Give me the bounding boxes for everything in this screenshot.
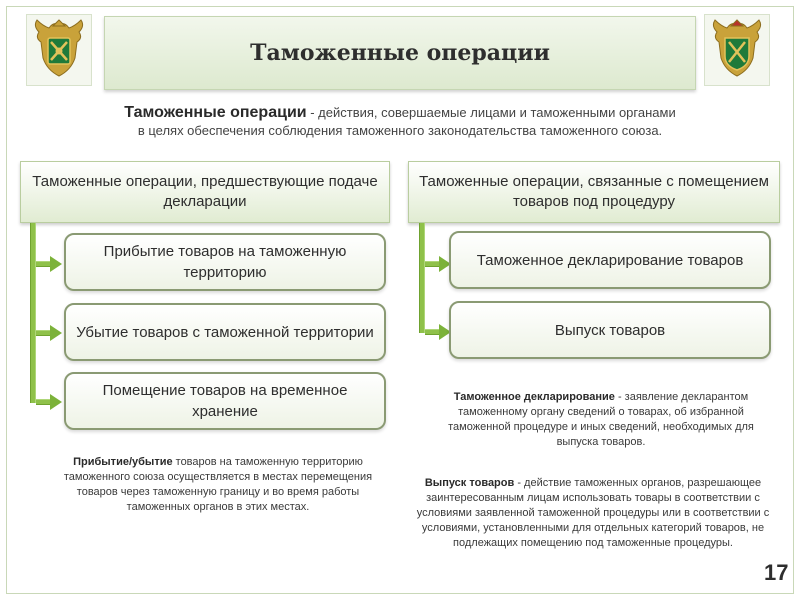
list-item: Прибытие товаров на таможенную территорию	[64, 233, 386, 291]
page-title: Таможенные операции	[250, 40, 550, 66]
left-note	[60, 455, 376, 515]
arrow-right-icon	[425, 256, 451, 272]
definition	[30, 104, 770, 140]
right-note-declaration-term: Таможенное декларирование	[453, 391, 615, 403]
right-note-declaration-text: - заявление декларантом таможенному органу сведений о товарах, об избранной таможенной процедуре и иных сведений, необходимых для выпуска товаров.	[448, 391, 754, 448]
left-note-term: Прибытие/убытие	[73, 456, 173, 468]
right-note-declaration	[446, 390, 756, 450]
customs-emblem-icon	[709, 18, 765, 82]
right-note-release-text: - действие таможенных органов, разрешающее заинтересованным лицам использовать товары в соответствии с условиями заявленной таможенной процедуры или в соответствии с условиями, установленными для отдельных категорий товаров, не подлежащих помещению под таможенные процедуры.	[416, 477, 770, 549]
left-connector-line	[30, 223, 36, 403]
arrow-right-icon	[425, 324, 451, 340]
right-column-header: Таможенные операции, связанные с помещением товаров под процедуру	[408, 161, 780, 223]
right-note-release-term: Выпуск товаров	[424, 477, 515, 489]
title-bar	[104, 16, 696, 90]
list-item: Выпуск товаров	[449, 301, 771, 359]
customs-emblem-icon	[31, 18, 87, 82]
right-connector-line	[419, 223, 425, 333]
definition-term: Таможенные операции	[124, 104, 307, 121]
left-column-header: Таможенные операции, предшествующие подаче декларации	[20, 161, 390, 223]
definition-line-1	[30, 104, 770, 122]
customs-emblem-right	[704, 14, 770, 86]
arrow-right-icon	[36, 325, 62, 341]
definition-text-1: действия, совершаемые лицами и таможенными органами	[318, 105, 676, 120]
page-number: 17	[764, 560, 789, 585]
definition-separator: -	[306, 105, 319, 120]
customs-emblem-left	[26, 14, 92, 86]
arrow-right-icon	[36, 394, 62, 410]
right-note-release	[398, 476, 788, 551]
arrow-right-icon	[36, 256, 62, 272]
list-item: Помещение товаров на временное хранение	[64, 372, 386, 430]
list-item: Убытие товаров с таможенной территории	[64, 303, 386, 361]
definition-text-2: в целях обеспечения соблюдения таможенного законодательства таможенного союза.	[137, 123, 663, 138]
list-item: Таможенное декларирование товаров	[449, 231, 771, 289]
left-note-text: товаров на таможенную территорию таможенного союза осуществляется в местах перемещения товаров через таможенную границу и во время работы таможенных органов в этих местах.	[63, 456, 373, 513]
